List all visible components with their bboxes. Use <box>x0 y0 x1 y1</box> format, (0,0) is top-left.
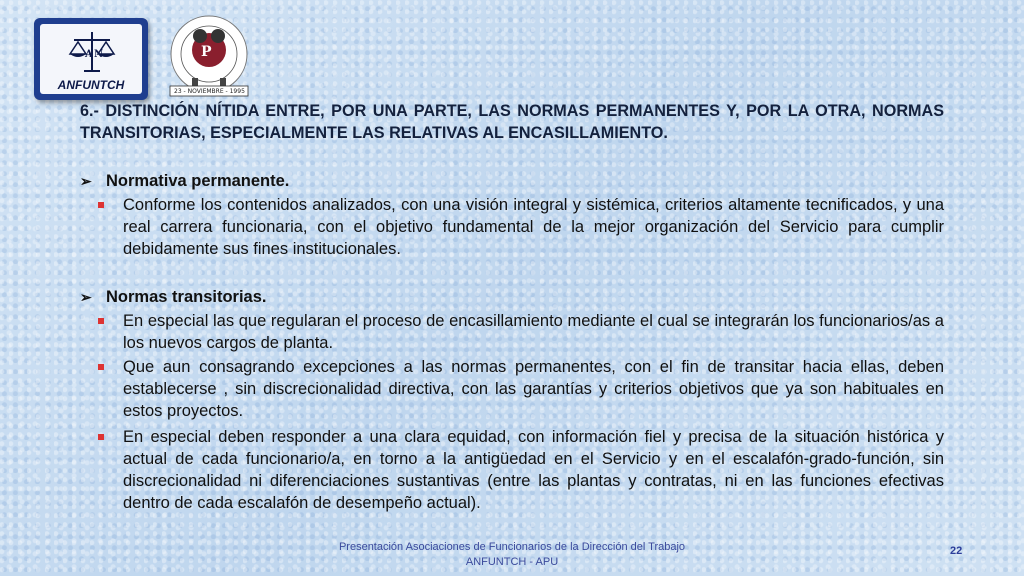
list-item-text: En especial deben responder a una clara equidad, con información fiel y precisa de la situación histórica y actual de cada funcionario/a, en torno a la antigüedad en el Servicio y en el escalafón-grado-función, sin discrecionalidad ni diferenciaciones sustantivas (entre las plantas y contratas, ni en las funciones efectivas dentro de cada escalafón de desempeño actual). <box>123 428 944 512</box>
list-item-text: Conforme los contenidos analizados, con una visión integral y sistémica, criterios altamente tecnificados, y una real carrera funcionaria, con el objetivo fundamental de la mejor organización del Servicio para cumplir debidamente sus fines institucionales. <box>123 196 944 258</box>
svg-text:A: A <box>85 49 93 60</box>
svg-text:P: P <box>201 44 212 60</box>
slide-heading: 6.- DISTINCIÓN NÍTIDA ENTRE, POR UNA PARTE, LAS NORMAS PERMANENTES Y, POR LA OTRA, NORMAS TRANSITORIAS, ESPECIALMENTE LAS RELATIVAS AL ENCASILLAMIENTO. <box>80 102 944 142</box>
list-item <box>100 310 944 354</box>
scales-of-justice-icon <box>68 30 116 76</box>
arrow-bullet-icon: ➢ <box>80 289 92 305</box>
anfuntch-logo <box>34 18 148 100</box>
arrow-bullet-icon: ➢ <box>80 173 92 189</box>
list-item-text: En especial las que regularan el proceso de encasillamiento mediante el cual se integrarán los funcionarios/as a los nuevos cargos de planta. <box>123 312 944 352</box>
list-item <box>100 426 944 514</box>
section-title-permanent <box>80 172 289 191</box>
page-number: 22 <box>950 545 963 557</box>
svg-text:N: N <box>94 49 104 60</box>
square-bullet-icon <box>98 434 104 440</box>
section-title-text: Normas transitorias. <box>106 288 267 306</box>
section-title-text: Normativa permanente. <box>106 172 290 190</box>
slide-footer <box>0 540 1024 570</box>
square-bullet-icon <box>98 318 104 324</box>
footer-line-1: Presentación Asociaciones de Funcionarios de la Dirección del Trabajo <box>338 541 686 553</box>
square-bullet-icon <box>98 202 104 208</box>
logo-wordmark: ANFUNTCH <box>57 78 125 92</box>
list-item <box>100 356 944 422</box>
list-item-text: Que aun consagrando excepciones a las normas permanentes, con el fin de transitar hacia ellas, deben establecerse , sin discrecionalidad directiva, con las garantías y criterios objetivos que ya son habituales en estos proyectos. <box>123 358 944 420</box>
square-bullet-icon <box>98 364 104 370</box>
seal-date: 23 - NOVIEMBRE - 1995 <box>174 88 245 95</box>
section-title-transitory <box>80 288 266 307</box>
list-item <box>100 194 944 260</box>
footer-line-2: ANFUNTCH - APU <box>465 556 559 568</box>
association-seal <box>160 14 258 100</box>
